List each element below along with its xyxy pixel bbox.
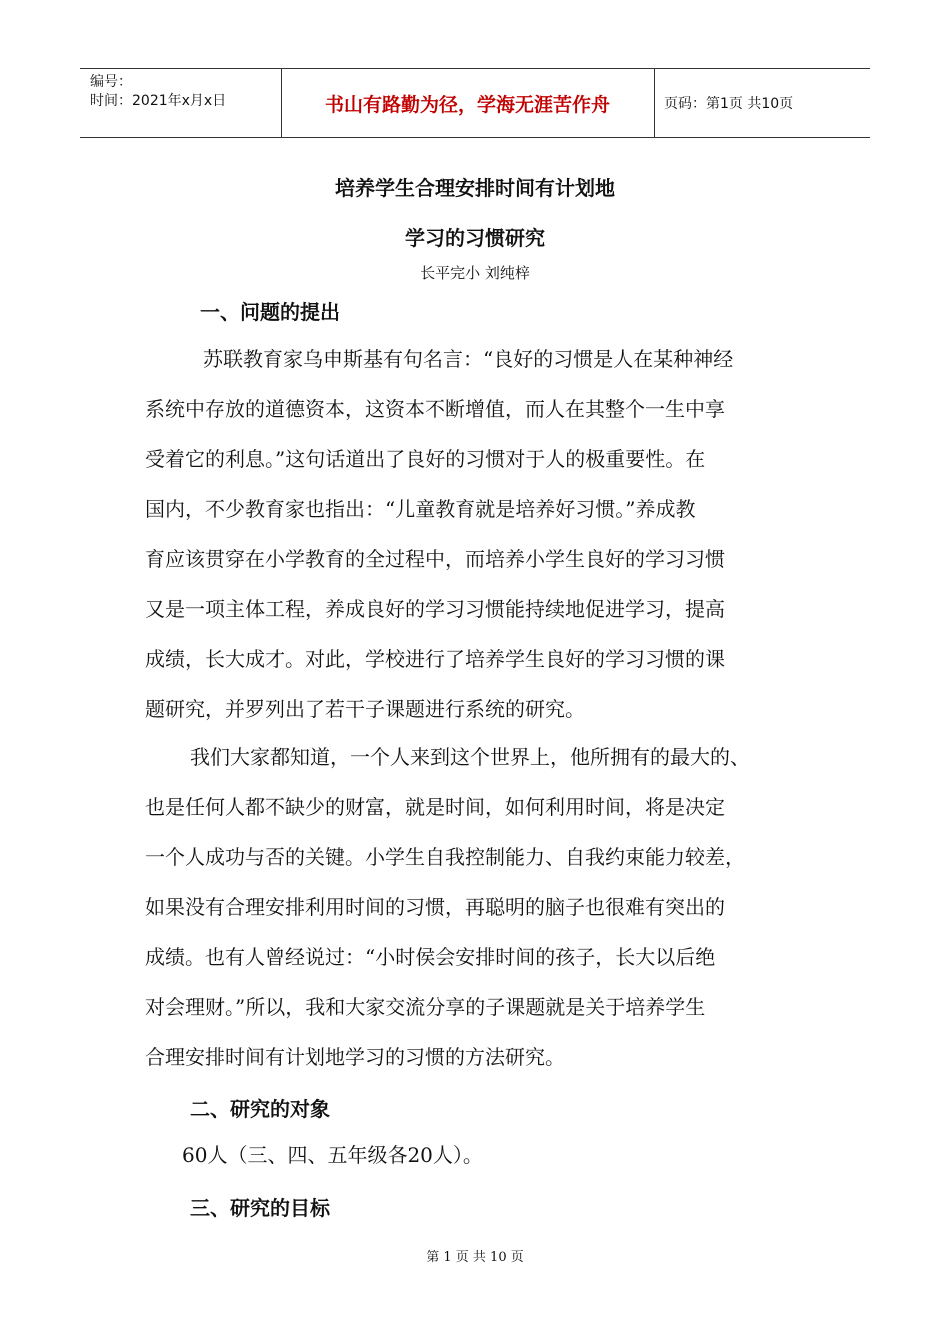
paragraph-line: 受着它的利息。”这句话道出了良好的习惯对于人的极重要性。在	[145, 447, 706, 471]
page-footer: 第 1 页 共 10 页	[426, 1250, 524, 1265]
document-number-label: 编号：	[90, 74, 132, 90]
document-author: 长平完小 刘纯梓	[420, 264, 530, 282]
paragraph-line: 60人（三、四、五年级各20人）。	[182, 1143, 483, 1167]
paragraph-line: 成绩。也有人曾经说过：“小时侯会安排时间的孩子，长大以后绝	[145, 945, 716, 969]
paragraph-line: 苏联教育家乌申斯基有句名言：“良好的习惯是人在某种神经	[203, 347, 734, 371]
paragraph-line: 如果没有合理安排利用时间的习惯，再聪明的脑子也很难有突出的	[145, 895, 725, 919]
section-2-body	[182, 1130, 842, 1180]
document-title-line-1: 培养学生合理安排时间有计划地	[335, 176, 615, 200]
paragraph-line: 又是一项主体工程，养成良好的学习习惯能持续地促进学习，提高	[145, 597, 725, 621]
paragraph-line: 题研究，并罗列出了若干子课题进行系统的研究。	[145, 697, 585, 721]
document-date-label: 时间：2021年x月x日	[90, 93, 227, 109]
section-1-heading: 一、问题的提出	[200, 300, 340, 324]
header-page-info: 页码：第1页 共10页	[664, 96, 794, 112]
paragraph-line: 系统中存放的道德资本，这资本不断增值，而人在其整个一生中享	[145, 397, 725, 421]
paragraph-line: 对会理财。”所以，我和大家交流分享的子课题就是关于培养学生	[145, 995, 706, 1019]
paragraph-line: 我们大家都知道，一个人来到这个世界上，他所拥有的最大的、	[190, 745, 750, 769]
paragraph-1	[145, 334, 845, 734]
paragraph-line: 合理安排时间有计划地学习的习惯的方法研究。	[145, 1045, 565, 1069]
paragraph-line: 国内，不少教育家也指出：“儿童教育就是培养好习惯。”养成教	[145, 497, 696, 521]
header-left-cell	[90, 73, 226, 111]
header-motto: 书山有路勤为径，学海无涯苦作舟	[324, 93, 610, 116]
paragraph-2	[145, 732, 845, 1082]
paragraph-line: 成绩，长大成才。对此，学校进行了培养学生良好的学习习惯的课	[145, 647, 725, 671]
section-3-heading: 三、研究的目标	[190, 1196, 330, 1220]
paragraph-line: 育应该贯穿在小学教育的全过程中，而培养小学生良好的学习习惯	[145, 547, 725, 571]
document-title-line-2: 学习的习惯研究	[405, 226, 545, 250]
document-header-table	[80, 68, 870, 138]
section-2-heading: 二、研究的对象	[190, 1097, 330, 1121]
paragraph-line: 一个人成功与否的关键。小学生自我控制能力、自我约束能力较差，	[145, 845, 745, 869]
header-divider	[654, 69, 655, 137]
paragraph-line: 也是任何人都不缺少的财富，就是时间，如何利用时间，将是决定	[145, 795, 725, 819]
